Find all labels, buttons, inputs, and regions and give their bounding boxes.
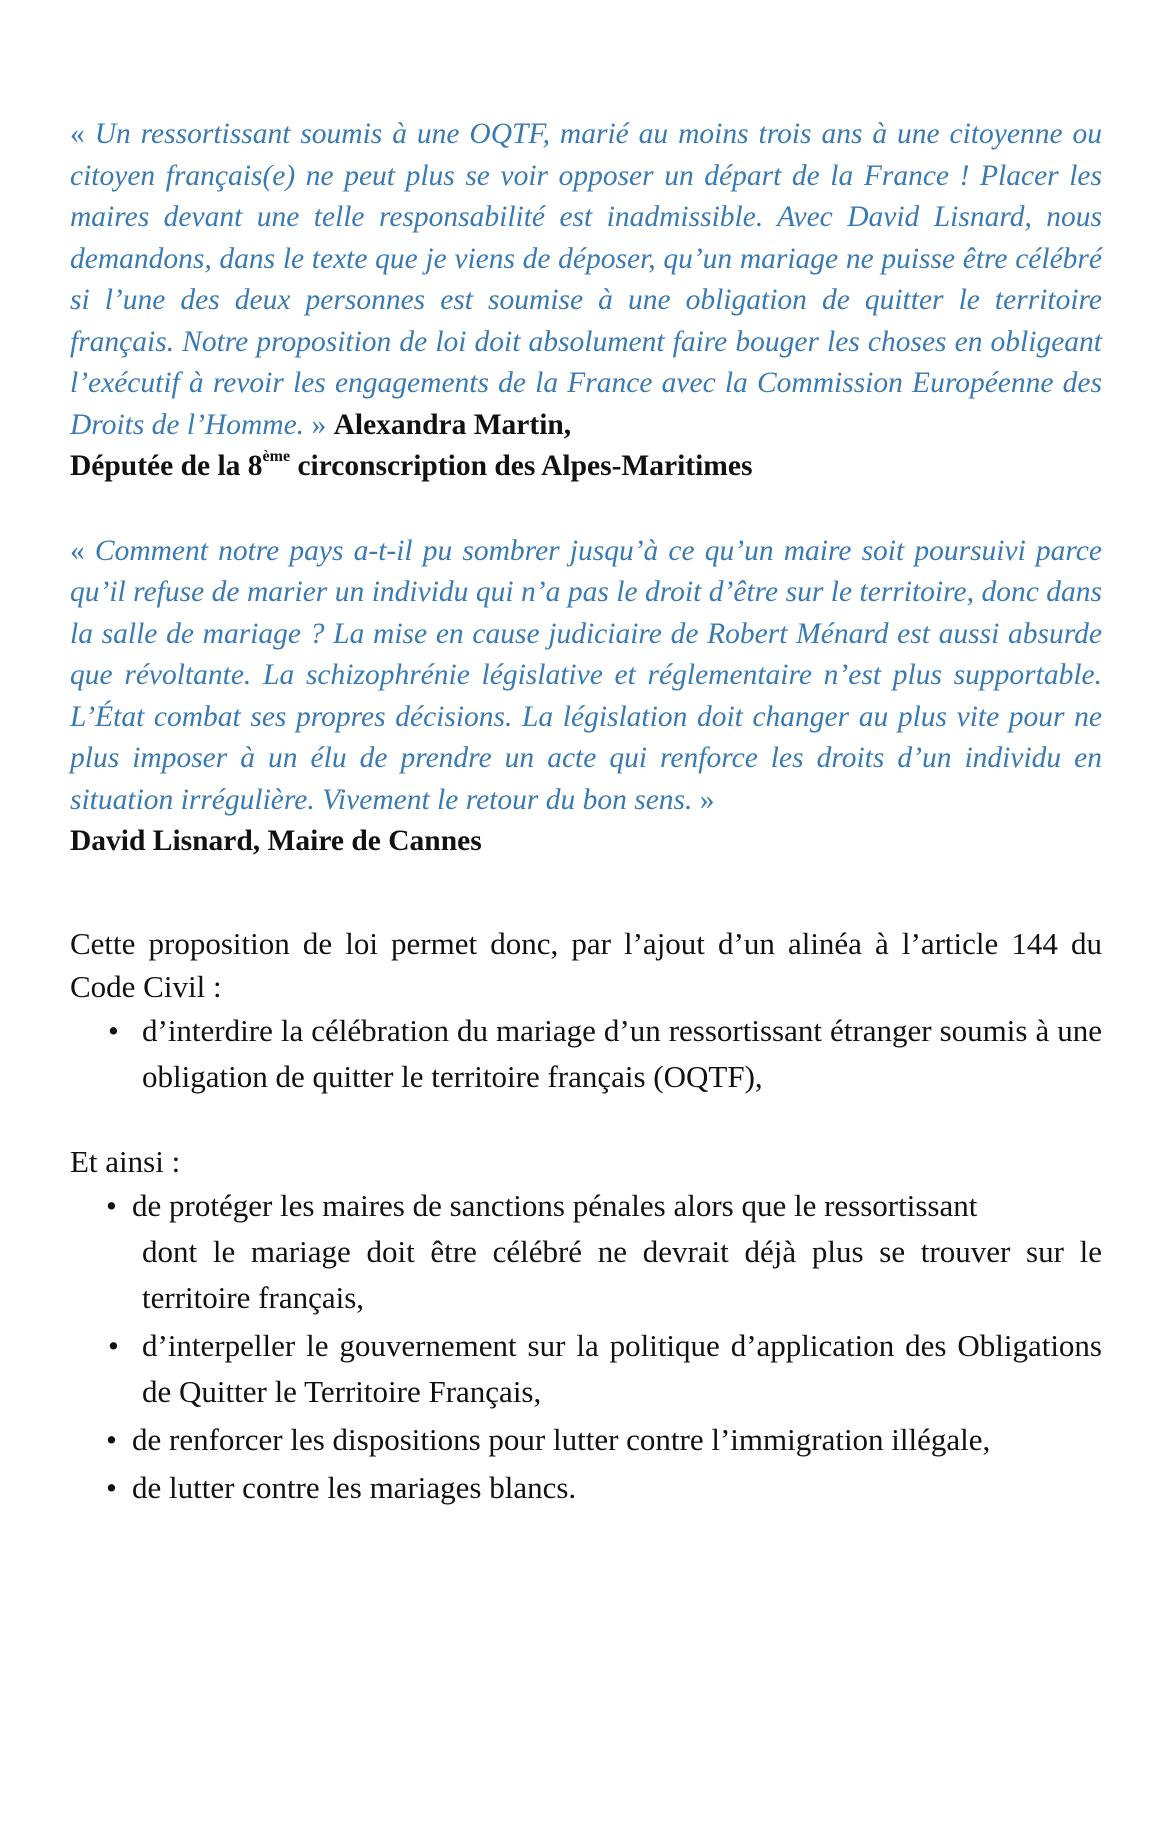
close-quote-mark: » <box>699 783 715 816</box>
list-item-text-rest: dont le mariage doit être célébré ne devrait déjà plus se trouver sur le territoire français, <box>142 1233 1102 1315</box>
list-item-text: de renforcer les dispositions pour lutter contre l’immigration illégale, <box>132 1421 991 1457</box>
list-item <box>70 1417 1102 1463</box>
quote-author: David Lisnard, Maire de Cannes <box>70 825 482 857</box>
list-item-text: d’interpeller le gouvernement sur la politique d’application des Obligations de Quitter le Territoire Français, <box>142 1327 1102 1409</box>
bullet-icon: • <box>106 1187 117 1223</box>
list-item-text: de lutter contre les mariages blancs. <box>132 1469 577 1505</box>
author-title-prefix: Députée de la 8 <box>70 450 263 482</box>
close-quote-mark: » <box>311 408 327 441</box>
quote-author: Alexandra Martin, <box>333 408 572 441</box>
list-item-text: d’interdire la célébration du mariage d’un ressortissant étranger soumis à une obligation de quitter le territoire français (OQTF), <box>142 1012 1102 1094</box>
quote-david-lisnard <box>70 531 1102 863</box>
bullet-icon: • <box>106 1469 117 1505</box>
ainsi-paragraph: Et ainsi : <box>70 1143 181 1179</box>
list-item <box>70 1008 1102 1100</box>
intro-paragraph: Cette proposition de loi permet donc, par l’ajout d’un alinéa à l’article 144 du Code Civil : <box>70 925 1102 1004</box>
quote-text: Un ressortissant soumis à une OQTF, marié au moins trois ans à une citoyenne ou citoyen français(e) ne peut plus se voir opposer un départ de la France ! Placer les maires devant une telle responsabilité est inadmissible. Avec David Lisnard, nous demandons, dans le texte que je viens de déposer, qu’un mariage ne puisse être célébré si l’une des deux personnes est soumise à une obligation de quitter le territoire français. Notre proposition de loi doit absolument faire bouger les choses en obligeant l’exécutif à revoir les engagements de la France avec la Commission Européenne des Droits de l’Homme. <box>70 118 1103 441</box>
open-quote-mark: « <box>70 534 85 567</box>
bullet-icon: • <box>108 1012 119 1048</box>
bullet-list-purpose <box>70 1008 1102 1100</box>
author-title-suffix: circonscription des Alpes-Maritimes <box>290 450 753 482</box>
list-item <box>70 1465 1102 1511</box>
document-page <box>70 114 1102 1513</box>
bullet-icon: • <box>108 1327 119 1363</box>
quote-author-title <box>70 450 752 482</box>
quote-text: Comment notre pays a-t-il pu sombrer jusqu’à ce qu’un maire soit poursuivi parce qu’il refuse de marier un individu qui n’a pas le droit d’être sur le territoire, donc dans la salle de mariage ? La mise en cause judiciaire de Robert Ménard est aussi absurde que révoltante. La schizophrénie législative et réglementaire n’est plus supportable. L’État combat ses propres décisions. La législation doit changer au plus vite pour ne plus imposer à un élu de prendre un acte qui renforce les droits d’un individu en situation irrégulière. Vivement le retour du bon sens. <box>70 534 1102 816</box>
open-quote-mark: « <box>70 118 85 150</box>
list-item-text-first: de protéger les maires de sanctions pénales alors que le ressortissant <box>132 1187 978 1223</box>
author-title-sup: ème <box>262 448 291 465</box>
list-item <box>70 1183 1102 1321</box>
list-item <box>70 1323 1102 1415</box>
quote-alexandra-martin <box>70 114 1102 488</box>
bullet-icon: • <box>106 1421 117 1457</box>
bullet-list-consequences <box>70 1183 1102 1511</box>
